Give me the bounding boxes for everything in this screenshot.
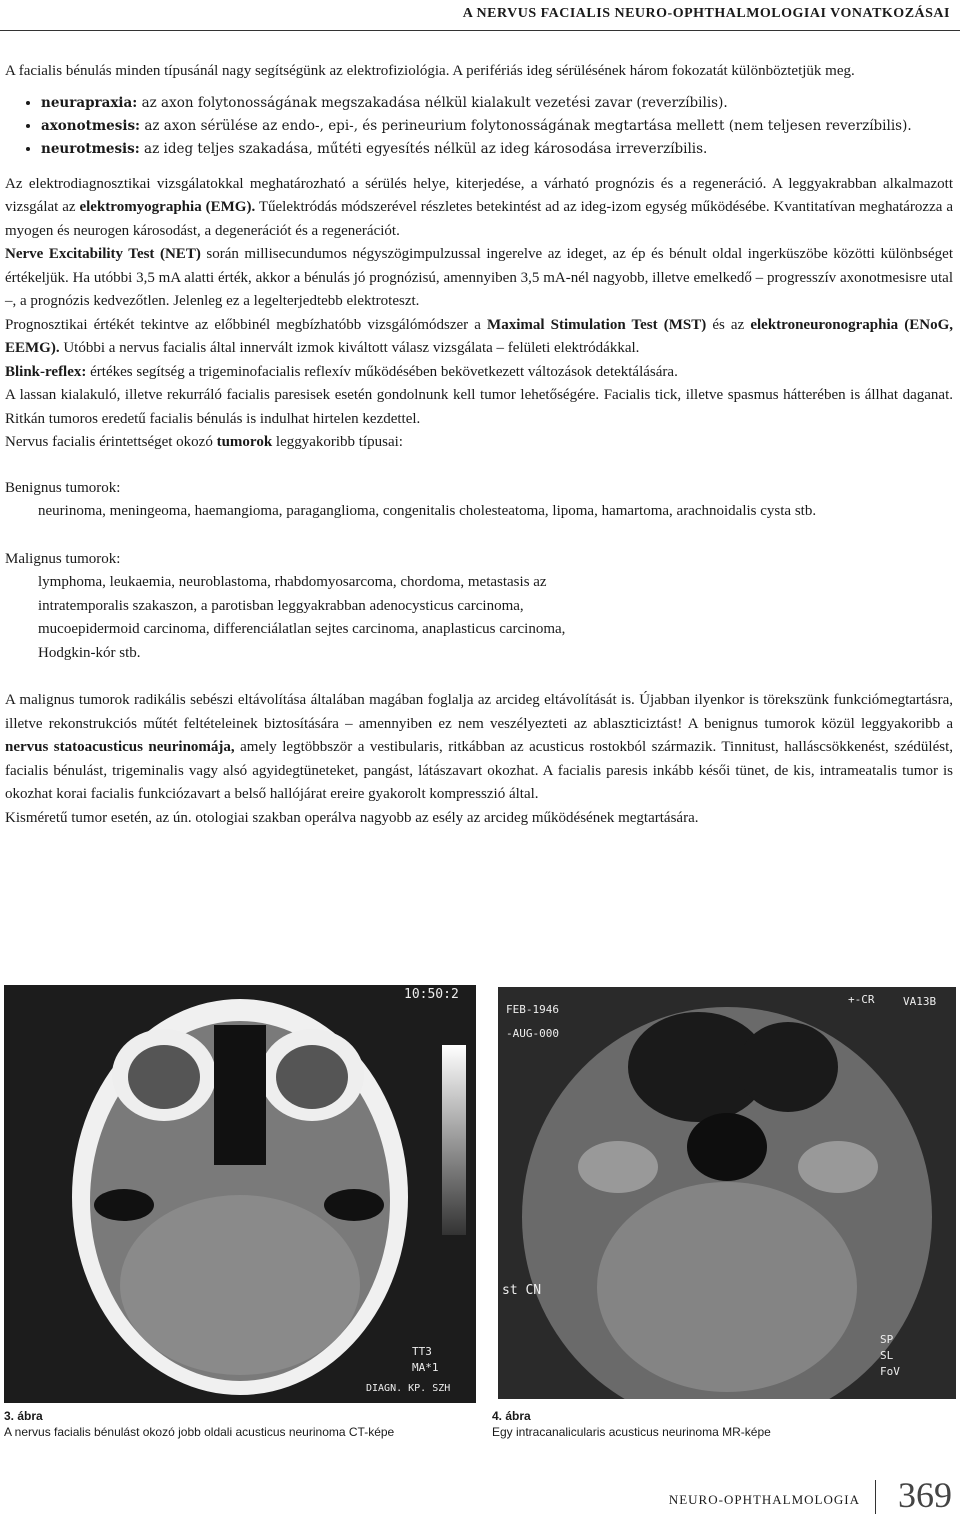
term-mst: Maximal Stimulation Test (MST)	[487, 316, 707, 333]
figure-caption-text: A nervus facialis bénulást okozó jobb oldali acusticus neurinoma CT-képe	[4, 1425, 395, 1439]
figure-number: 4. ábra	[492, 1409, 531, 1423]
malign-heading: Malignus tumorok:	[5, 550, 121, 567]
footer-section-label: NEURO-OPHTHALMOLOGIA	[668, 1492, 860, 1507]
term-blink: Blink-reflex:	[5, 363, 87, 380]
list-item	[41, 92, 953, 115]
bullet-term: neurotmesis:	[41, 140, 140, 157]
mri-overlay-label: VA13B	[903, 995, 937, 1008]
mri-overlay-label: FoV	[880, 1365, 900, 1378]
text-run: Tűelektródás módszerével részletes betekintést ad az ideg-izom egység működésébe. Kvantitatívan meghatározza a myogen és neurogen károsodást, a degenerációt és a regenerációt.	[5, 199, 953, 239]
page-number: 369	[898, 1475, 952, 1515]
malign-list: lymphoma, leukaemia, neuroblastoma, rhabdomyosarcoma, chordoma, metastasis az intratemporalis szakaszon, a parotisban leggyakrabban adenocysticus carcinoma, mucoepidermoid carcinoma, differenciálatlan sejtes carcinoma, anaplasticus carcinoma, Hodgkin-kór stb.	[38, 574, 566, 661]
term-emg: elektromyographia (EMG).	[79, 199, 256, 215]
ct-overlay-label: TT3	[412, 1345, 432, 1358]
emg-paragraph	[5, 173, 953, 244]
text-run: és az	[706, 316, 751, 333]
text-run: Az elektrodiagnosztikai vizsgálatokkal meghatározható a sérülés helye, kiterjedése, a várható prognózis és a regeneráció. A leggyakrabban alkalmazott vizsgálat az	[5, 175, 953, 215]
ct-overlay-label: DIAGN. KP. SZH	[366, 1383, 451, 1394]
list-item	[41, 138, 953, 161]
bullet-text: az ideg teljes szakadása, műtéti egyesítés nélkül az ideg károsodása irreverzíbilis.	[139, 140, 708, 157]
list-item	[41, 115, 953, 138]
mri-overlay-label: +-CR	[848, 993, 875, 1006]
benign-list: neurinoma, meningeoma, haemangioma, paraganglioma, congenitalis cholesteatoma, lipoma, hamartoma, arachnoidalis cysta stb.	[38, 503, 817, 519]
bullet-term: neurapraxia:	[41, 94, 138, 111]
term-tumorok: tumorok	[216, 434, 273, 450]
term-neurinoma: nervus statoacusticus neurinomája,	[5, 739, 235, 755]
ct-overlay-time: 10:50:2	[404, 987, 459, 1002]
bullet-list	[21, 92, 953, 161]
mri-image	[498, 987, 956, 1399]
ct-overlay-label: MA*1	[412, 1361, 439, 1374]
figure-number: 3. ábra	[4, 1409, 43, 1423]
mri-overlay-label: FEB-1946	[506, 1003, 559, 1016]
header-title: A NERVUS FACIALIS NEURO-OPHTHALMOLOGIAI VONATKOZÁSAI	[462, 6, 950, 21]
mri-overlay-label: st CN	[502, 1283, 542, 1298]
text-run: Prognosztikai értékét tekintve az előbbinél megbízhatóbb vizsgálómódszer a	[5, 316, 488, 333]
text-run: Utóbbi a nervus facialis által innervált izmok kiváltott válasz vizsgálata – felületi elektródákkal.	[59, 340, 640, 356]
mst-paragraph	[5, 314, 953, 361]
bullet-text: az axon sérülése az endo-, epi-, és perineurium folytonosságának megtartása mellett (nem teljesen reverzíbilis).	[140, 117, 912, 134]
text-run: leggyakoribb típusai:	[272, 434, 403, 450]
mri-overlay-label: SP	[880, 1333, 894, 1346]
intro-paragraph: A facialis bénulás minden típusánál nagy segítségünk az elektrofiziológia. A perifériás ideg sérülésének három fokozatát különböztetjük meg.	[5, 63, 855, 79]
mri-overlay-label: -AUG-000	[506, 1027, 559, 1040]
text-run: A malignus tumorok radikális sebészi eltávolítása általában magában foglalja az arcideg eltávolítását is. Újabban ilyenkor is törekszünk funkciómegtartásra, illetve rekonstrukciós műtét feltételeinek biztosítására – amennyiben ez nem veszélyezteti az ablaszticiztást! A benignus tumorok közül leggyakoribb a	[5, 692, 953, 732]
text-run: Nervus facialis érintettséget okozó	[5, 434, 217, 450]
ct-scan-image	[4, 985, 476, 1403]
benign-heading: Benignus tumorok:	[5, 479, 121, 496]
tumor-paragraph: A lassan kialakuló, illetve rekurráló facialis paresisek esetén gondolnunk kell tumor lehetőségére. Facialis tick, illetve spasmus hátterében is állhat daganat. Ritkán tumoros eredetű facialis bénulás is indulhat hirtelen kezdettel.	[5, 387, 953, 427]
article-body	[5, 60, 953, 830]
surgery-paragraph	[5, 689, 953, 807]
text-run: során millisecundumos négyszögimpulzussal ingerelve az ideget, az ép és bénult oldal ingerküszöbe közötti különbséget értékeljük. Ha utóbbi 3,5 mA alatti érték, akkor a bénulás jó prognózisú, amennyiben 3,5 mA-nél nagyobb, illetve emelkedő – progresszív axonotmesisre utal –, a prognózis kedvezőtlen. Jelenleg ez a legelterjedtebb elektroteszt.	[5, 246, 953, 309]
figure-3-caption	[4, 1408, 394, 1440]
tumor-types-paragraph	[5, 431, 953, 455]
text-run: értékes segítség a trigeminofacialis reflexív működésében bekövetkezett változások detektálására.	[86, 363, 678, 380]
net-paragraph	[5, 243, 953, 314]
blink-paragraph	[5, 361, 953, 385]
footer-divider	[875, 1480, 876, 1514]
mri-overlay-label: SL	[880, 1349, 894, 1362]
text-run: amely legtöbbször a vestibularis, ritkábban az acusticus rostokból származik. Tinnitust, halláscsökkenést, szédülést, facialis bénulást, trigeminalis vagy alsó agyidegtüneteket, pangást, látászavart okozhat. A facialis paresis inkább késői tünet, de kis, intrameatalis tumor is okozhat korai facialis funkciózavart a belső hallójárat ereire gyakorolt kompresszió által.	[5, 739, 953, 802]
term-net: Nerve Excitability Test (NET)	[5, 246, 201, 262]
figure-4-caption	[492, 1408, 771, 1440]
closing-paragraph: Kisméretű tumor esetén, az ún. otologiai szakban operálva nagyobb az esély az arcideg működésének megtartására.	[5, 809, 699, 826]
bullet-text: az axon folytonosságának megszakadása nélkül kialakult vezetési zavar (reverzíbilis).	[137, 94, 728, 111]
running-header	[0, 0, 960, 31]
term-enog: elektroneuronographia (ENoG, EEMG).	[5, 316, 954, 356]
figure-caption-text: Egy intracanalicularis acusticus neurinoma MR-képe	[492, 1425, 771, 1439]
bullet-term: axonotmesis:	[41, 117, 141, 134]
